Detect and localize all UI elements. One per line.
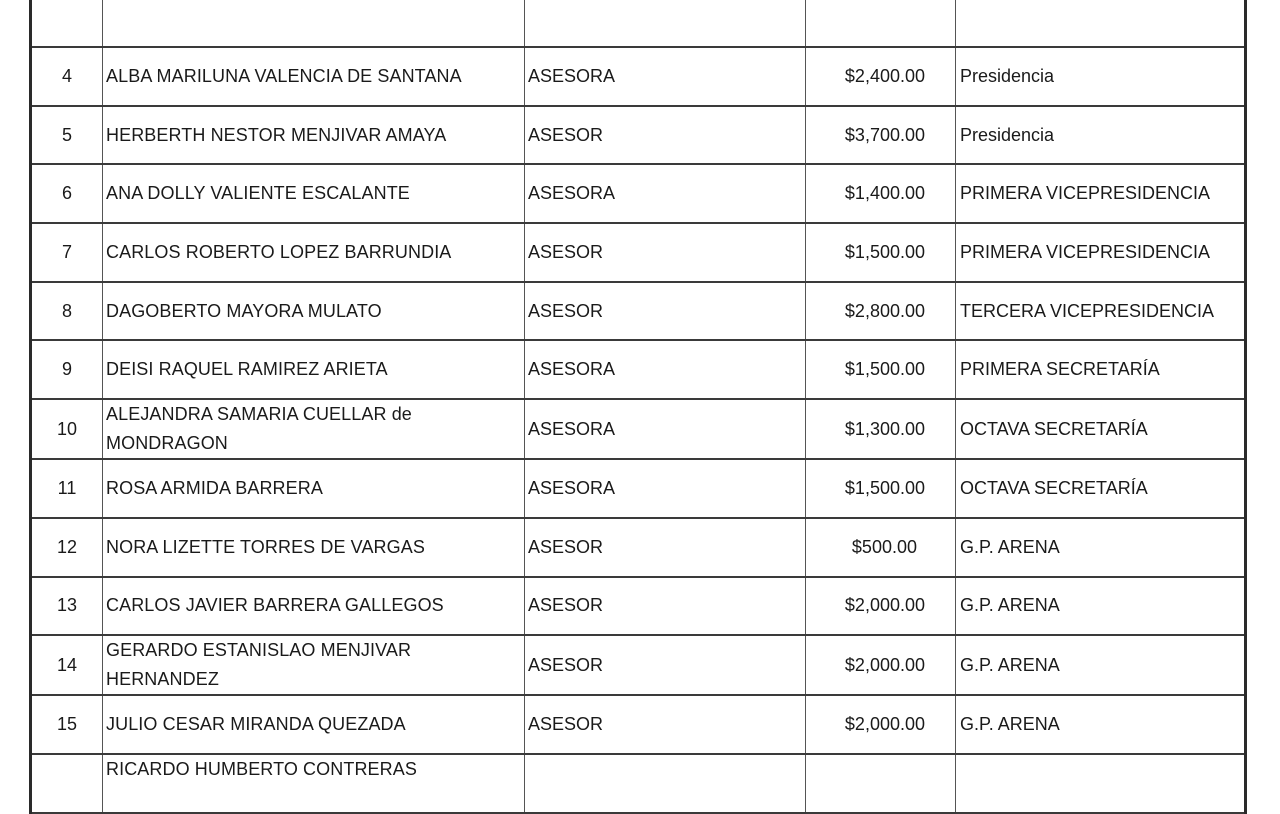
name-cell	[103, 0, 525, 47]
salary-cell: $1,500.00	[806, 459, 956, 518]
name-cell: JULIO CESAR MIRANDA QUEZADA	[103, 695, 525, 754]
department-cell: G.P. ARENA	[956, 635, 1246, 695]
name-cell: NORA LIZETTE TORRES DE VARGAS	[103, 518, 525, 577]
table-row	[31, 164, 1246, 223]
name-cell: HERBERTH NESTOR MENJIVAR AMAYA	[103, 106, 525, 165]
row-number-cell: 14	[31, 635, 103, 695]
name-cell: ANA DOLLY VALIENTE ESCALANTE	[103, 164, 525, 223]
department-cell: Presidencia	[956, 47, 1246, 106]
department-cell: TERCERA VICEPRESIDENCIA	[956, 282, 1246, 341]
department-cell: OCTAVA SECRETARÍA	[956, 459, 1246, 518]
department-cell	[956, 0, 1246, 47]
role-cell: ASESOR	[525, 223, 806, 282]
row-number-cell: 10	[31, 399, 103, 459]
name-cell: ALEJANDRA SAMARIA CUELLAR de MONDRAGON	[103, 399, 525, 459]
table-row	[31, 518, 1246, 577]
department-cell: OCTAVA SECRETARÍA	[956, 399, 1246, 459]
name-cell: CARLOS ROBERTO LOPEZ BARRUNDIA	[103, 223, 525, 282]
salary-cell: $1,400.00	[806, 164, 956, 223]
name-cell: DEISI RAQUEL RAMIREZ ARIETA	[103, 340, 525, 399]
salary-cell: $500.00	[806, 518, 956, 577]
role-cell: ASESORA	[525, 164, 806, 223]
salary-cell	[806, 754, 956, 813]
row-number-cell: 8	[31, 282, 103, 341]
role-cell: ASESOR	[525, 577, 806, 636]
advisors-table	[29, 0, 1247, 814]
name-cell: DAGOBERTO MAYORA MULATO	[103, 282, 525, 341]
salary-cell: $2,400.00	[806, 47, 956, 106]
department-cell: PRIMERA SECRETARÍA	[956, 340, 1246, 399]
salary-cell: $3,700.00	[806, 106, 956, 165]
salary-cell: $1,500.00	[806, 340, 956, 399]
table-row	[31, 459, 1246, 518]
table-row	[31, 399, 1246, 459]
department-cell: G.P. ARENA	[956, 577, 1246, 636]
role-cell: ASESOR	[525, 106, 806, 165]
role-cell: ASESOR	[525, 635, 806, 695]
row-number-cell: 4	[31, 47, 103, 106]
role-cell: ASESORA	[525, 47, 806, 106]
department-cell	[956, 754, 1246, 813]
salary-cell: $2,800.00	[806, 282, 956, 341]
table-row	[31, 340, 1246, 399]
salary-cell: $1,500.00	[806, 223, 956, 282]
department-cell: PRIMERA VICEPRESIDENCIA	[956, 223, 1246, 282]
table-row	[31, 577, 1246, 636]
salary-cell: $2,000.00	[806, 577, 956, 636]
role-cell: ASESOR	[525, 695, 806, 754]
department-cell: PRIMERA VICEPRESIDENCIA	[956, 164, 1246, 223]
table-row	[31, 635, 1246, 695]
name-cell: ALBA MARILUNA VALENCIA DE SANTANA	[103, 47, 525, 106]
role-cell: ASESORA	[525, 340, 806, 399]
salary-cell: $2,000.00	[806, 695, 956, 754]
department-cell: Presidencia	[956, 106, 1246, 165]
row-number-cell: 15	[31, 695, 103, 754]
table-row	[31, 47, 1246, 106]
department-cell: G.P. ARENA	[956, 695, 1246, 754]
role-cell: ASESORA	[525, 459, 806, 518]
row-number-cell: 9	[31, 340, 103, 399]
name-cell: CARLOS JAVIER BARRERA GALLEGOS	[103, 577, 525, 636]
department-cell: G.P. ARENA	[956, 518, 1246, 577]
salary-cell	[806, 0, 956, 47]
table-row	[31, 754, 1246, 813]
role-cell	[525, 0, 806, 47]
row-number-cell: 12	[31, 518, 103, 577]
table-row	[31, 0, 1246, 47]
row-number-cell: 13	[31, 577, 103, 636]
role-cell	[525, 754, 806, 813]
role-cell: ASESOR	[525, 282, 806, 341]
table-row	[31, 223, 1246, 282]
role-cell: ASESORA	[525, 399, 806, 459]
row-number-cell: 11	[31, 459, 103, 518]
name-cell: RICARDO HUMBERTO CONTRERAS	[103, 754, 525, 813]
table-row	[31, 106, 1246, 165]
row-number-cell: 6	[31, 164, 103, 223]
name-cell: GERARDO ESTANISLAO MENJIVAR HERNANDEZ	[103, 635, 525, 695]
salary-cell: $2,000.00	[806, 635, 956, 695]
table-row	[31, 282, 1246, 341]
name-cell: ROSA ARMIDA BARRERA	[103, 459, 525, 518]
role-cell: ASESOR	[525, 518, 806, 577]
table-row	[31, 695, 1246, 754]
row-number-cell: 7	[31, 223, 103, 282]
row-number-cell	[31, 754, 103, 813]
row-number-cell: 5	[31, 106, 103, 165]
row-number-cell	[31, 0, 103, 47]
salary-cell: $1,300.00	[806, 399, 956, 459]
